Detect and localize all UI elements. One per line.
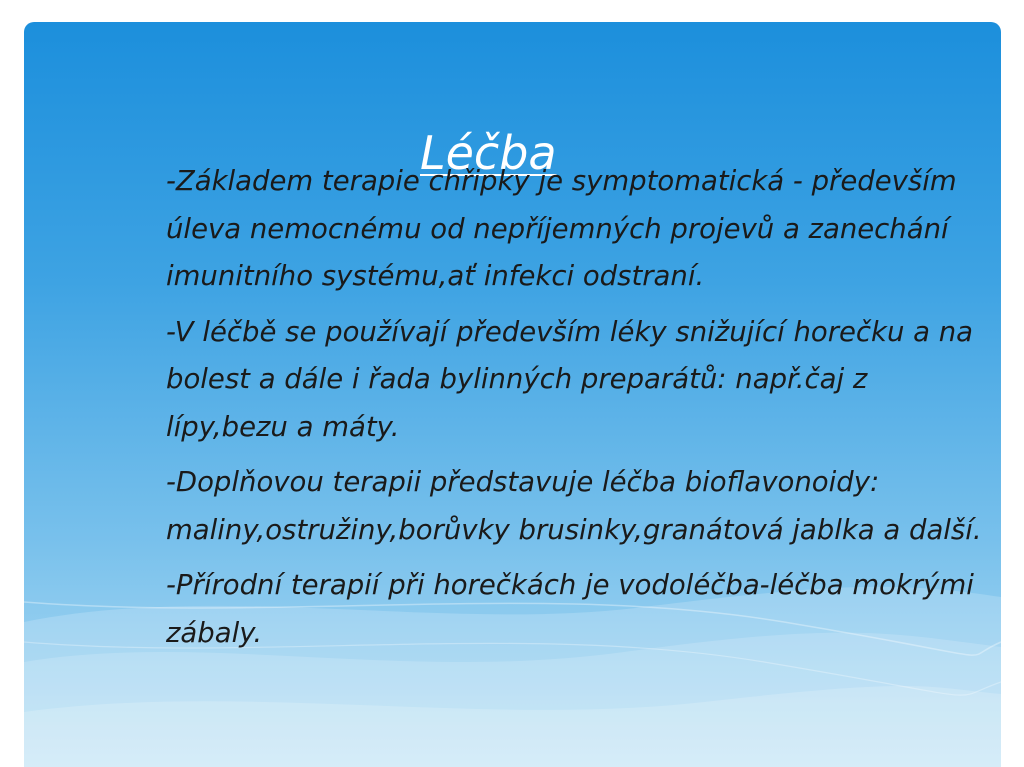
paragraph-medication: -V léčbě se používají především léky snižující horečku a na bolest a dále i řada bylinných preparátů: např.čaj z lípy,bezu a máty.: [166, 315, 974, 443]
slide-body: [166, 158, 986, 665]
paragraph-symptomatic-therapy: -Základem terapie chřipky je symptomatická - především úleva nemocnému od nepříjemných projevů a zanechání imunitního systému,ať infekci odstraní.: [166, 165, 957, 292]
paragraph-hydrotherapy: -Přírodní terapií při horečkách je vodoléčba-léčba mokrými zábaly.: [166, 569, 974, 649]
slide: [24, 22, 1001, 767]
paragraph-bioflavonoids: -Doplňovou terapii představuje léčba bioflavonoidy: maliny,ostružiny,borůvky brusinky,granátová jablka a další.: [166, 466, 982, 546]
slide-title: Léčba: [420, 126, 557, 180]
